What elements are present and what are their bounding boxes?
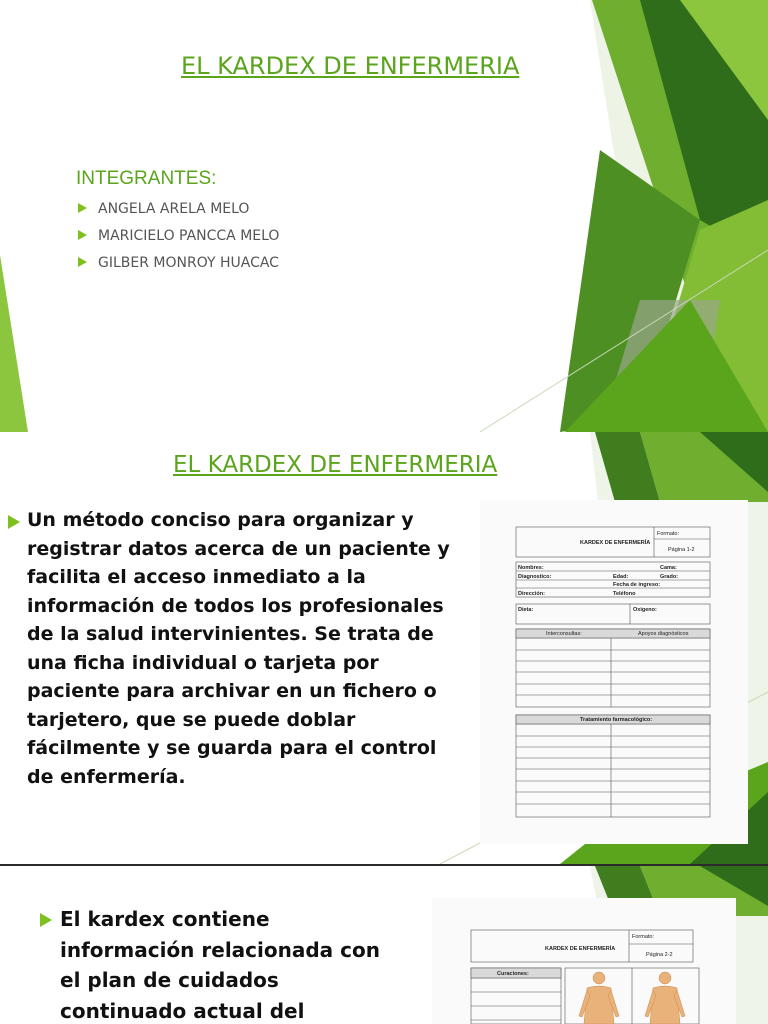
slide-title bbox=[0, 0, 768, 432]
form-page-label: Página 1-2 bbox=[668, 547, 695, 553]
form-diagnostic-support-label: Apoyos diagnósticos bbox=[638, 631, 689, 637]
form-phone-label: Teléfono bbox=[613, 591, 636, 597]
form-admission-label: Fecha de ingreso: bbox=[613, 582, 661, 588]
form-oxygen-label: Oxigeno: bbox=[633, 607, 657, 613]
form-age-label: Edad: bbox=[613, 574, 629, 580]
form-treatment-label: Tratamiento farmacológico: bbox=[580, 717, 653, 723]
form-title: KARDEX DE ENFERMERÍA bbox=[580, 540, 651, 546]
slide-heading: EL KARDEX DE ENFERMERIA bbox=[173, 452, 498, 478]
triangle-bullet-icon bbox=[8, 515, 20, 529]
kardex-form-page2-image bbox=[432, 898, 736, 1024]
kardex-form-drawing bbox=[480, 500, 748, 844]
triangle-bullet-icon bbox=[78, 203, 87, 213]
members-heading: INTEGRANTES: bbox=[76, 168, 217, 189]
kardex-form-page2-drawing bbox=[432, 898, 736, 1024]
form-format-label: Formato: bbox=[657, 531, 680, 537]
form-wounds-label: Curaciones: bbox=[497, 971, 529, 977]
form-title: KARDEX DE ENFERMERÍA bbox=[545, 946, 616, 952]
form-name-label: Nombres: bbox=[518, 565, 544, 571]
form-diagnosis-label: Diagnostico: bbox=[518, 574, 552, 580]
form-consults-label: Interconsultas: bbox=[546, 631, 582, 637]
form-diet-label: Dieta: bbox=[518, 607, 534, 613]
slide-definition bbox=[0, 432, 768, 864]
triangle-bullet-icon bbox=[40, 913, 52, 927]
slide-title-heading: EL KARDEX DE ENFERMERIA bbox=[181, 52, 520, 80]
form-page-label: Página 2-2 bbox=[646, 952, 673, 958]
form-grade-label: Grado: bbox=[660, 574, 679, 580]
definition-paragraph: Un método conciso para organizar y registrar datos acerca de un paciente y facilita el acceso inmediato a la información de todos los profesionales de la salud intervinientes. Se trata de una ficha individual o tarjeta por paciente para archivar en un fichero o tarjetero, que se puede doblar fácilmente y se guarda para el control de enfermería. bbox=[6, 506, 476, 791]
form-bed-label: Cama: bbox=[660, 565, 677, 571]
triangle-bullet-icon bbox=[78, 257, 87, 267]
contents-paragraph: El kardex contiene información relacionada con el plan de cuidados continuado actual del bbox=[38, 904, 438, 1024]
slide-contents bbox=[0, 866, 768, 1024]
list-item: MARICIELO PANCCA MELO bbox=[76, 227, 279, 254]
triangle-bullet-icon bbox=[78, 230, 87, 240]
list-item: GILBER MONROY HUACAC bbox=[76, 254, 279, 281]
members-list bbox=[76, 200, 279, 281]
list-item: ANGELA ARELA MELO bbox=[76, 200, 279, 227]
kardex-form-image bbox=[480, 500, 748, 844]
form-address-label: Dirección: bbox=[518, 591, 545, 597]
form-format-label: Formato: bbox=[632, 934, 655, 940]
